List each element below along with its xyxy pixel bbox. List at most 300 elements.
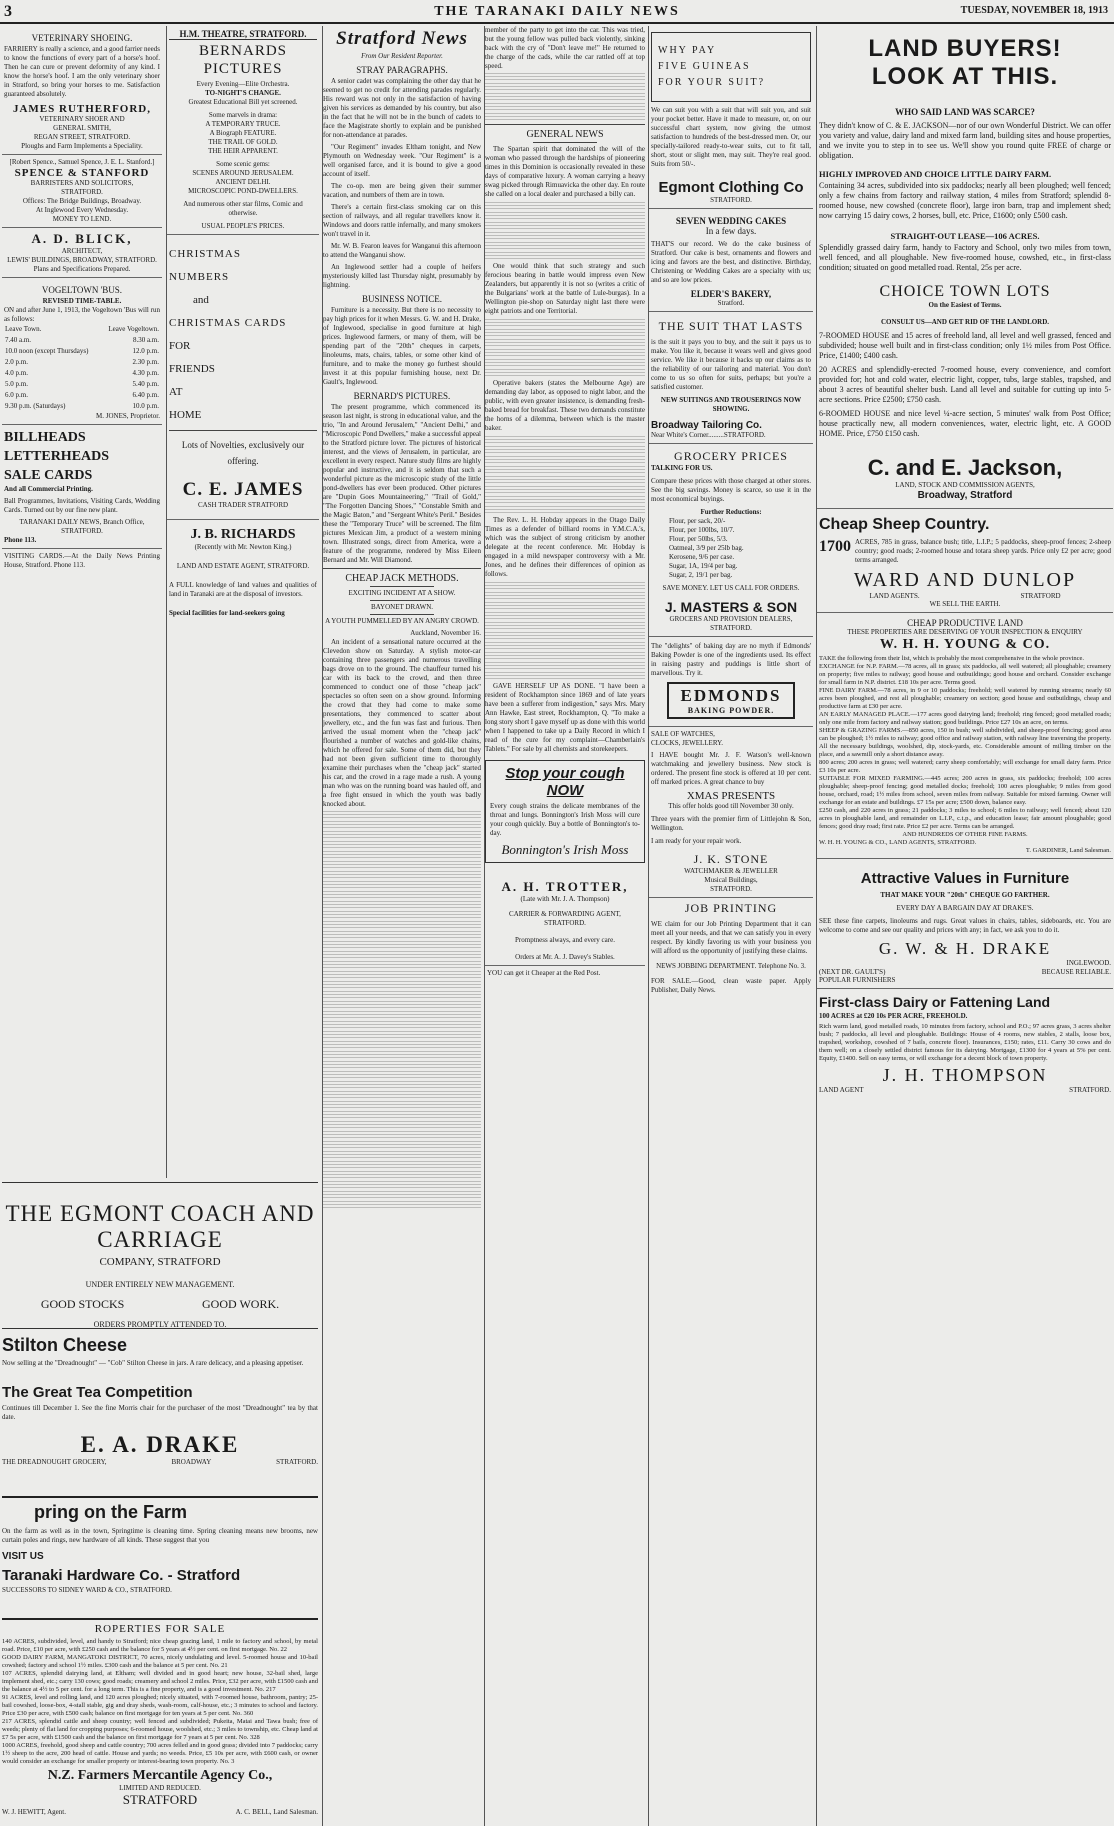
young-more: AND HUNDREDS OF OTHER FINE FARMS. (902, 831, 1028, 838)
xmas-note: This offer holds good till November 30 only. (668, 802, 794, 810)
furn-title: Attractive Values in Furniture (860, 870, 1070, 887)
vogeltown-bus-ad (2, 278, 162, 425)
xmas-line: CHRISTMAS (169, 248, 241, 260)
bus-return: 5.40 p.m. (132, 380, 159, 388)
jackson-sub: LAND, STOCK AND COMMISSION AGENTS, (895, 481, 1035, 489)
agency-staff-row (2, 1808, 318, 1816)
xmas-line: FRIENDS (169, 363, 215, 375)
bus-row (4, 368, 160, 379)
suitings: NEW SUITINGS AND TROUSERINGS NOW SHOWING. (660, 396, 802, 413)
sheep-row (819, 538, 1111, 565)
sheep-acres: 1700 (819, 538, 851, 555)
job-printing-ad (649, 898, 813, 998)
jackson-addr: Broadway, Stratford (917, 490, 1013, 501)
coach-good: GOOD STOCKS (40, 1297, 125, 1311)
thompson-ad (817, 989, 1113, 1097)
richards-agent: LAND AND ESTATE AGENT, STRATFORD. (176, 562, 310, 570)
broadway-sub: Near White's Corner.........STRATFORD. (651, 431, 766, 439)
bus-depart: 7.40 a.m. (5, 336, 32, 344)
bus-col-header: Leave Vogeltown. (108, 325, 159, 333)
bus-row (4, 379, 160, 390)
furn-sub: THAT MAKE YOUR "20th" CHEQUE GO FARTHER. (880, 891, 1050, 899)
property-listing: 1000 ACRES, freehold, good sheep and cattle country; 700 acres felled and in good grass; divided into 7 paddocks; carry 1½ sheep to the acre, 200 head of cattle. House and yards; no weeds. Price, £5 10s per acre, with £600 cash, or owner would consider an exchange for smaller property or interest-bearing town property. No. 3 (2, 1742, 318, 1765)
spence-line: STRATFORD. (61, 188, 103, 196)
news-paragraph: "Our Regiment" invades Eltham tonight, and New Plymouth on Wednesday week. "Our Regiment" is a well organised farce, and it is bound to give a good account of itself. (323, 143, 481, 178)
blick-name: A. D. BLICK, (31, 231, 133, 246)
news-paragraph: A senior cadet was complaining the other day that he seemed to get no credit for attending parades regularly. His reward was not only in the satisfaction of having given his services as demanded by his country, but also in the fact that he will not be in the bunch of cadets to face the Magistrate shortly to explain and be punished for non-attendance at parades. (323, 77, 481, 139)
thompson-sub-row (819, 1086, 1111, 1094)
page-number: 3 (4, 3, 12, 20)
richards-foot: Special facilities for land-seekers going (169, 609, 285, 617)
visiting-cards-ad (2, 549, 162, 573)
agency-staff: W. J. HEWITT, Agent. (2, 1808, 66, 1816)
bus-row (4, 335, 160, 346)
young-item: SUITABLE FOR MIXED FARMING.—445 acres; 200 acres in grass, six paddocks; freehold; 100 acres ploughable; sheep-proof fencing; good metalled docks; freehold; 100 acres ploughable; 9 miles from good house, orchard, road; 1½ miles from school, seven miles from railway. Suitable for mixed farming. Owner will exchange for an estate and buildings. £7 15s per acre; £500 down, balance easy. (819, 775, 1111, 806)
print-body: Ball Programmes, Invitations, Visiting Cards, Wedding Cards. Turned out by our fine new plant. (4, 497, 160, 514)
agency-staff: A. C. BELL, Land Salesman. (235, 1808, 318, 1816)
coach-title: THE EGMONT COACH AND CARRIAGE (5, 1201, 315, 1252)
theatre-more: And numerous other star films, Comic and otherwise. (183, 200, 303, 217)
land-buyers-title: LAND BUYERS! (868, 35, 1062, 62)
scarce-heading: WHO SAID LAND WAS SCARCE? (895, 107, 1035, 117)
dairy-body: Containing 34 acres, subdivided into six paddocks; nearly all been ploughed; well fenced; only a few chains from factory and railway station, 4 miles from Stratford; splendid 8-roomed house, new cowshed (concrete floor), large iron barn, trap and implement shed; now carrying 15 dairy cows, 2 horses, bull, etc. Price, £1600; only £500 cash. (819, 181, 1111, 220)
price-row: Flour, per sack, 20/- (669, 517, 726, 525)
prod-sub: THESE PROPERTIES ARE DESERVING OF YOUR INSPECTION & ENQUIRY (847, 628, 1083, 636)
news-paragraph: GAVE HERSELF UP AS DONE. "I have been a resident of Rockhampton since 1869 and of late years have been a sufferer from indigestion," says Mrs. Mary Ann Hawke, East street, Rockhampton, Q. "To make a long story short I gave myself up as done with this world when I happened to take up a Daily Record in which I read of the cure for my complaint—Chamberlain's Tablets." For sale by all chemists and storekeepers. (485, 682, 645, 753)
news-paragraph: Operative bakers (states the Melbourne Age) are demanding day labor, as opposed to night labor, and the public, with even greater insistence, is demanding fresh-baked bread for breakfast. These two demands constitute the horns of a dilemma, between which is the master baker. (485, 379, 645, 432)
bayonet-heading: BAYONET DRAWN. (370, 603, 434, 611)
ward-name: WARD AND DUNLOP (853, 569, 1077, 591)
drake-sub: THE DREADNOUGHT GROCERY, (2, 1458, 107, 1466)
bus-return: 2.30 p.m. (132, 358, 159, 366)
price-row: Flour, per 100lbs, 10/7. (669, 526, 735, 534)
rutherford-line: REGAN STREET, STRATFORD. (33, 133, 131, 141)
lot-item: 7-ROOMED HOUSE and 15 acres of freehold land, all level and well grassed, fenced and subdivided; house well built and in first-class condition; only 1½ miles from Post Office. Price, £1400; £400 cash. (819, 331, 1111, 360)
job-sale: FOR SALE.—Good, clean waste paper. Apply Publisher, Daily News. (651, 977, 811, 994)
news-paragraph: Mr. W. B. Fearon leaves for Wanganui this afternoon to attend the Wanganui show. (323, 242, 481, 259)
sale-clocks: CLOCKS, JEWELLERY. (651, 739, 724, 747)
edmonds-brand-sub: BAKING POWDER. (687, 706, 775, 715)
ward-dunlop-ad (817, 509, 1113, 613)
property-listing: 140 ACRES, subdivided, level, and handy to Stratford; nice cheap grazing land, 1 mile to factory and school, by metal road. Price, £10 per acre, with £250 cash and the balance for 5 years at 4½ per cent. on first mortgage. No. 22 (2, 1638, 318, 1653)
richards-body: A FULL knowledge of land values and qualities of land in Taranaki are at the disposal of investors. (169, 581, 317, 598)
stilton-body: Now selling at the "Dreadnought" — "Cob" Stilton Cheese in jars. A rare delicacy, and a pleasing appetiser. (2, 1359, 304, 1367)
richards-name: J. B. RICHARDS (190, 527, 296, 542)
scene-title: MICROSCOPIC POND-DWELLERS. (188, 187, 298, 195)
price-row: Sugar, 2, 19/1 per bag. (669, 571, 733, 579)
drake-name: E. A. DRAKE (80, 1432, 240, 1457)
stratford-news-title: Stratford News (336, 28, 468, 49)
young-item: AN EARLY MANAGED PLACE.—177 acres good dairying land; freehold; ring fenced; good metalled roads; only one mile from factory and railway station; good buildings. Price £27 10s an acre, on terms. (819, 711, 1111, 726)
lasts-title: THE SUIT THAT LASTS (658, 319, 804, 333)
bus-return: 12.0 p.m. (132, 347, 159, 355)
young-item: 800 acres; 200 acres in grass; well watered; carry sheep comfortably; will exchange for small dairy farm. Price £3 10s per acre. (819, 759, 1111, 774)
bus-return: 4.30 p.m. (132, 369, 159, 377)
column-1 (2, 26, 162, 1178)
visiting-cards-text: VISITING CARDS.—At the Daily News Printing House, Stratford. Phone 113. (4, 552, 160, 569)
drake-sub: STRATFORD. (276, 1458, 318, 1466)
price-row: Sugar, 1A, 19/4 per bag. (669, 562, 738, 570)
theatre-note: Greatest Educational Bill yet screened. (188, 98, 298, 106)
broadway-name: Broadway Tailoring Co. (651, 420, 762, 431)
thompson-sub: LAND AGENT (819, 1086, 864, 1094)
james-name: C. E. JAMES (182, 479, 304, 500)
drake-furn-because: BECAUSE RELIABLE. (1041, 968, 1111, 976)
ward-motto: WE SELL THE EARTH. (929, 600, 1001, 608)
bus-heading: VOGELTOWN 'BUS. (41, 285, 123, 295)
consult: CONSULT US—AND GET RID OF THE LANDLORD. (880, 318, 1050, 326)
bus-row (4, 390, 160, 401)
film-title: THE HEIR APPARENT. (208, 147, 278, 155)
tea-title: The Great Tea Competition (2, 1384, 193, 1401)
young-foot: T. GARDINER, Land Salesman. (1025, 847, 1111, 854)
xmas-line: FOR (169, 340, 191, 352)
cough-ad (485, 760, 645, 863)
drake-furn-town: INGLEWOOD. (1066, 959, 1111, 967)
props-heading: ROPERTIES FOR SALE (94, 1623, 226, 1635)
agency-sub: LIMITED AND REDUCED. (119, 1784, 201, 1792)
young-item: SHEEP & GRAZING FARMS.—850 acres, 150 in bush; well subdivided, and sheep-proof fencing; good area can be ploughed; 1½ miles to railway; good office and railway station, with railway line traversing the property. All the necessary buildings, woolshed, dip, stock-yards, etc. Considerable amount of milling timber on the place, and a sawmill only a short distance away. (819, 727, 1111, 758)
broadway-tailoring-ad (649, 312, 813, 444)
property-listing: 217 ACRES, splendid cattle and sheep country; well fenced and subdivided; Pukeita, Matai and Tawa bush; free of weeds; plenty of flat land for cropping purposes; 6-roomed house, woolshed, etc.; 3 miles to township, etc. Cheap land at £7 5s per acre, with £1500 cash and the balance on first mortgage for 7 years at 5 per cent. No. 328 (2, 1718, 318, 1741)
price-row: Oatmeal, 3/9 per 25lb bag. (669, 544, 744, 552)
issue-date: TUESDAY, NOVEMBER 18, 1913 (960, 5, 1108, 16)
fatten-title: First-class Dairy or Fattening Land (819, 994, 1051, 1010)
why-pay-box (651, 32, 811, 102)
bus-row (4, 346, 160, 357)
cough-title: Stop your cough NOW (505, 765, 625, 799)
stone-line: WATCHMAKER & JEWELLER (684, 867, 778, 875)
spence-line: Offices: The Bridge Buildings, Broadway. (22, 197, 142, 205)
coach-sub: COMPANY, STRATFORD (99, 1256, 221, 1268)
thompson-name: J. H. THOMPSON (882, 1065, 1048, 1085)
young-item: TAKE the following from their list, which is probably the most comprehensive in the whole province. (819, 655, 1085, 662)
james-sub: CASH TRADER STRATFORD (197, 501, 289, 509)
properties-ad (2, 1618, 318, 1826)
drake-furniture-ad (817, 859, 1113, 989)
scene-title: ANCIENT DELHI. (215, 178, 271, 186)
bus-row (4, 357, 160, 368)
furn-body: SEE these fine carpets, linoleums and rugs. Great values in chairs, tables, sideboards, etc. You are welcome to come and see our quality and prices with any; in fact, we ask you to do it. (819, 917, 1111, 934)
cakes-body: THAT'S our record. We do the cake business of Stratford. Our cake is best, ornaments and flowers and icing and favors are the best, and distinctive. Birthday, Christening or Wedding Cakes are a specialty with us; and so are low prices. (651, 240, 811, 284)
print-line: SALE CARDS (4, 468, 93, 483)
ward-sub: STRATFORD (1020, 592, 1061, 600)
theatre-scenic: Some scenic gems: (216, 160, 270, 168)
cough-body: Every cough strains the delicate membranes of the throat and lungs. Bonnington's Irish Moss will cure your cough quickly. Buy a bottle of Bonnington's to-day. (490, 802, 640, 837)
edmonds-logo (667, 682, 795, 719)
coach-company-ad (2, 1182, 318, 1329)
film-title: A Biograph FEATURE. (209, 129, 277, 137)
stilton-title: Stilton Cheese (2, 1335, 128, 1355)
film-title: A TEMPORARY TRUCE. (205, 120, 281, 128)
news-paragraph: The Spartan spirit that dominated the will of the woman who passed through the hardships of pioneering times in this Dominion is occasionally revealed in these days of comparative luxury. A woman carrying a heavy swag picked through Rimuavicka the other day. En route she called on a local dealer and purchased a billy can. (485, 145, 645, 198)
young-item: EXCHANGE for N.P. FARM.—78 acres, all in grass; six paddocks, all well watered; all ploughable; creamery on property; five miles to railway; good house and outbuildings; good house and orchard. Consider exchange for small farm in N.P. district. £18 10s per acre. Terms good. (819, 663, 1111, 686)
ward-sub-row (819, 592, 1111, 600)
jackson-ad (817, 26, 1113, 509)
bus-timetable (4, 324, 160, 412)
news-paragraph: Furniture is a necessity. But there is no necessity to pay high prices for it when Messrs. G. W. and H. Drake, of Inglewood, specialise in good furniture at high prices. Inglewood farmers, or many of them, will be spending part of the "20th" cheques in carpets, linoleums, mats, chairs, tables, or some other kind of furniture, and to make the money go furthest should invest it at this popular furnishing house, next Dr. Gault's, Inglewood. (323, 306, 481, 386)
bernards-heading: BERNARD'S PICTURES. (353, 391, 451, 401)
news-paragraph: One would think that such strategy and such ferocious bearing in battle would impress even New Zealanders, but apparently it is not so (writes a critic of the Bulgarians' work at the battle of Lule-burgas). In a Wellington pie-shop on Saturday night last there were eight patriots and one Territorial. (485, 262, 645, 315)
masters-name: J. MASTERS & SON (664, 599, 798, 615)
theatre-heading: H.M. THEATRE, STRATFORD. (169, 29, 317, 40)
lease-body: Splendidly grassed dairy farm, handy to Factory and School, only two miles from town, well fenced, and all ploughable. New five-roomed house, cowshed, etc., in first-class condition; situated on good metalled road. Rental, 25s per acre. (819, 243, 1111, 272)
fatten-body: Rich warm land, good metalled roads, 10 minutes from factory, school and P.O.; 97 acres grass, 3 acres shelter bush; 7 paddocks, all level and ploughable. Buildings: House of 4 rooms, new stables, 2 stalls, loose box, trapshed, workshop, cowshed of 7 bails, concrete floor). Insurances, £150; rates, £11. Carry 30 cows and do them well; on a closely settled district famous for its dairying. Mortgage, £1300 for 4 years at 5% per cent. Equity, £1400. Sell on easy terms, or will exchange for a decent block of town property. (819, 1023, 1111, 1062)
job-title: JOB PRINTING (684, 901, 778, 915)
vet-body: FARRIERY is really a science, and a good farrier needs to know the functions of every part of a horse's hoof. Then he can cure or prevent deformity of any kind. I know the horse's hoof. I am the only veterinary shoer in Stratford, so bring your horses to me. Satisfaction guaranteed absolutely. (4, 45, 160, 98)
drake-furn-pop: POPULAR FURNISHERS (819, 976, 896, 984)
masthead (0, 0, 1114, 24)
coach-good: GOOD WORK. (202, 1297, 280, 1311)
bernards-pictures-ad (167, 26, 319, 235)
agency-name: N.Z. Farmers Mercantile Agency Co., (47, 1768, 273, 1783)
trotter-line: STRATFORD. (544, 919, 586, 927)
print-line: BILLHEADS (4, 430, 86, 445)
furn-every: EVERY DAY A BARGAIN DAY AT DRAKE'S. (896, 904, 1034, 912)
hardware-name: Taranaki Hardware Co. - Stratford (2, 1567, 241, 1584)
christmas-numbers-ad (167, 235, 319, 520)
stone-line: Musical Buildings, (704, 876, 758, 884)
stone-line: STRATFORD. (710, 885, 752, 893)
drake-furn-name: G. W. & H. DRAKE (878, 939, 1052, 958)
xmas-line: CHRISTMAS CARDS (169, 317, 287, 329)
young-item: £250 cash, and 220 acres in grass; 21 paddocks; 3 miles to school; 6 miles to railway; well fenced; about 120 acres in ploughable land, and remainder on L.I.P., c.t.p., and education lease; fair amount ploughable; good fences; good dray road; first rate. Price £2 per acre. Terms can be arranged. (819, 807, 1111, 830)
bus-proprietor: M. JONES, Proprietor. (96, 412, 160, 420)
tea-body: Continues till December 1. See the fine Morris chair for the purchaser of the most "Dreadnought" tea by that date. (2, 1404, 318, 1421)
cakes-heading: SEVEN WEDDING CAKES (675, 216, 787, 226)
young-foot: W. H. H. YOUNG & CO., LAND AGENTS, STRATFORD. (819, 839, 977, 846)
business-heading: BUSINESS NOTICE. (361, 294, 442, 304)
lease-heading: STRAIGHT-OUT LEASE—106 ACRES. (890, 231, 1040, 241)
theatre-prices: USUAL PEOPLE'S PRICES. (201, 222, 285, 230)
coach-orders: ORDERS PROMPTLY ATTENDED TO. (93, 1320, 227, 1329)
young-item: FINE DAIRY FARM.—78 acres, in 9 or 10 paddocks; freehold; well watered by running streams; nearly 60 acres been ploughed, and rest all ploughable; creamery on section; good house and outbuildings, cheap and productive farm at £30 per acre. (819, 687, 1111, 710)
spence-line: MONEY TO LEND. (52, 215, 112, 223)
film-title: THE TRAIL OF GOLD. (208, 138, 278, 146)
blick-line: LEWIS' BUILDINGS, BROADWAY, STRATFORD. (7, 256, 157, 264)
red-post-ad (485, 966, 645, 981)
lots-sub: On the Easiest of Terms. (928, 301, 1002, 309)
bus-row (4, 401, 160, 412)
youth-heading: A YOUTH PUMMELLED BY AN ANGRY CROWD. (325, 617, 479, 625)
rutherford-line: GENERAL SMITH, (53, 124, 111, 132)
bus-depart: 2.0 p.m. (5, 358, 28, 366)
spence-name: SPENCE & STANFORD (14, 167, 150, 179)
job-body: WE claim for our Job Printing Department that it can meet all your needs, and that we can satisfy you in every respect. By kindly favoring us with your business you will afford us the opportunity of justifying these claims. (651, 920, 811, 955)
trotter-name: A. H. TROTTER, (501, 879, 629, 894)
reductions-heading: Further Reductions: (700, 508, 762, 516)
rutherford-line: VETERINARY SHOER AND (39, 115, 125, 123)
print-office: TARANAKI DAILY NEWS, Branch Office, STRATFORD. (19, 518, 145, 535)
spence-line: BARRISTERS AND SOLICITORS, (30, 179, 134, 187)
grocery-body: Compare these prices with those charged at other stores. See the big savings. Money is scarce, so use it in the most economical buyings. (651, 477, 811, 503)
byline: From Our Resident Reporter. (361, 52, 443, 60)
egmont-town: STRATFORD. (710, 196, 752, 204)
spring-body: On the farm as well as in the town, Springtime is cleaning time. Spring cleaning means new brooms, new curtain poles and rings, new hardware of all kinds. These suggest that you (2, 1527, 318, 1544)
coach-good-row (2, 1297, 318, 1312)
why-line: WHY PAY (658, 45, 717, 56)
bus-return: 6.40 p.m. (132, 391, 159, 399)
fatten-heading: 100 ACRES at £20 10s PER ACRE, FREEHOLD. (819, 1012, 968, 1020)
trotter-sub: (Late with Mr. J. A. Thompson) (520, 895, 610, 903)
drake-furn-next: (NEXT DR. GAULT'S) (819, 968, 886, 976)
sheep-title: Cheap Sheep Country. (819, 516, 990, 533)
stray-heading: STRAY PARAGRAPHS. (356, 65, 448, 75)
grocery-sub: TALKING FOR US. (651, 464, 713, 472)
column-2 (166, 26, 319, 1178)
news-paragraph: member of the party to get into the car. This was tried, but the young fellow was pulled back violently, sinking back with the cry of "Don't leave me!" He returned to the charge of the cads, while the car rattled off at top speed. (485, 26, 645, 70)
news-paragraph: There's a certain first-class smoking car on this section of railways, and all regular travellers know it. Windows and doors rattle infernally, and many smokers won't travel in it. (323, 203, 481, 238)
watson-body: I HAVE bought Mr. J. F. Watson's well-known watchmaking and jewellery business. New stock is ordered. The present fine stock is offered at 10 per cent. off marked prices. A great chance to buy (651, 751, 811, 786)
lot-item: 6-ROOMED HOUSE and nice level ¼-acre section, 5 minutes' walk from Post Office; house practically new, all modern conveniences, water, electric light, etc. A GOOD HOME. Price, £750 £150 cash. (819, 409, 1111, 438)
bus-depart: 6.0 p.m. (5, 391, 28, 399)
bus-return: 8.30 a.m. (132, 336, 159, 344)
news-paragraph: The co-op. men are being given their summer vacation, and numbers of them are in town. (323, 182, 481, 199)
lot-item: 20 ACRES and splendidly-erected 7-roomed house, every convenience, and comfort provided for; hot and cold water, electric light, copper, tubs, large stables, trapshed, and about 3 acres of beautiful shelter bush. Land all level and suitable for cutting up into 5-acre sections. Price £2500; £750 cash. (819, 365, 1111, 404)
trotter-body: Promptness always, and every care. (515, 936, 615, 944)
dairy-heading: HIGHLY IMPROVED AND CHOICE LITTLE DAIRY FARM. (819, 169, 1052, 179)
grocery-title: GROCERY PRICES (674, 449, 788, 463)
blick-line: Plans and Specifications Prepared. (33, 265, 131, 273)
trotter-line: CARRIER & FORWARDING AGENT, (509, 910, 621, 918)
cheap-jack-heading: CHEAP JACK METHODS. (345, 573, 459, 584)
masters-grocery-ad (649, 444, 813, 637)
young-name: W. H. H. YOUNG & CO. (879, 637, 1051, 652)
theatre-marvels: Some marvels in drama: (208, 111, 278, 119)
stone-experience: Three years with the premier firm of Littlejohn & Son, Wellington. (651, 815, 811, 832)
column-6 (816, 26, 1113, 1826)
thompson-sub: STRATFORD. (1069, 1086, 1111, 1094)
xmas-foot: Lots of Novelties, exclusively our offering. (181, 440, 305, 466)
drake-furn-row (819, 968, 1111, 976)
edmonds-body: The "delights" of baking day are no myth if Edmonds' Baking Powder is one of the ingredients used. Its effect in raising pastry and puddings is little short of marvellous. Try it. (651, 642, 811, 677)
vet-shoeing-ad (2, 26, 162, 155)
hardware-ad (2, 1496, 318, 1616)
hardware-sub: SUCCESSORS TO SIDNEY WARD & CO., STRATFORD. (2, 1586, 172, 1594)
elder-town: Stratford. (717, 299, 745, 307)
jackson-name: C. and E. Jackson, (867, 455, 1063, 480)
bus-col-header: Leave Town. (5, 325, 42, 333)
sheep-body: ACRES, 785 in grass, balance bush; title, L.I.P.; 5 paddocks, sheep-proof fences; 2-sheep country; good roads; 2-roomed house and totara sheep yards. Price only £2 per acre; good terms arranged. (855, 538, 1111, 564)
bus-depart: 9.30 p.m. (Saturdays) (5, 402, 66, 410)
price-row: Kerosene, 9/6 per case. (669, 553, 735, 561)
print-phone: Phone 113. (4, 536, 37, 544)
elder-name: ELDER'S BAKERY, (690, 289, 772, 299)
bus-return: 10.0 p.m. (132, 402, 159, 410)
spence-stanford-ad (2, 155, 162, 228)
price-row: Flour, per 50lbs, 5/3. (669, 535, 728, 543)
why-line: FIVE GUINEAS (658, 61, 751, 72)
red-post-text: YOU can get it Cheaper at the Red Post. (487, 969, 601, 977)
print-sub: And all Commercial Printing. (4, 485, 93, 493)
bus-depart: 4.0 p.m. (5, 369, 28, 377)
newspaper-title: THE TARANAKI DAILY NEWS (434, 4, 680, 19)
news-paragraph: An Inglewood settler had a couple of heifers mysteriously killed last Thursday night, presumably by lightning. (323, 263, 481, 289)
news-paragraph: The Rev. L. H. Hobday appears in the Otago Daily Times as a defender of billiard rooms in Y.M.C.A.'s, which was the subject of strong criticism by another delegate at the recent conference. Mr. Hobday is engaged in a mild newspaper controversy with a Mr. Jones, and he defines their differences of opinion as follows. (485, 516, 645, 578)
news-paragraph: The present programme, which commenced its season last night, is strong in educational value, and the trio, "In and Around Jerusalem," "Ancient Delhi," and "Microscopic Pond Dwellers," make a successful appeal to the Stratford picture lover. The pictures of historical interest, and the views of Jerusalem, in particular, are excellent in every respect. Nature study films are highly popular and instructive, and it is seldom that such a wonderful picture as the microscopic study of the little pond-dwellers has ever been produced. Other pictures are "Dupin Goes Mountaineering," "Trail of Gold," "The Forgotten Dancing Shoes," "Constable Smith and the Magic Baton," and "Sergeant White's Peril." Besides these the "Temporary Truce" will be screened. The film pictures Mexican Jim, a product of a western mining town. Illustrated songs, direct from America, were a feature of the programme, rendered by Miss Eileen Bernard and Mr. Will Diamond. (323, 403, 481, 564)
bus-body: ON and after June 1, 1913, the Vogeltown 'Bus will run as follows: (4, 306, 160, 323)
xmas-line: AT (169, 386, 183, 398)
edmonds-ad (649, 637, 813, 727)
ward-sub: LAND AGENTS. (869, 592, 920, 600)
column-3 (322, 26, 481, 1826)
stone-ready: I am ready for your repair work. (651, 837, 742, 845)
stone-jeweller-ad (649, 727, 813, 898)
richards-ad (167, 520, 319, 621)
print-line: LETTERHEADS (4, 449, 110, 464)
drake-sub: BROADWAY (171, 1458, 212, 1466)
general-news-heading: GENERAL NEWS (526, 129, 604, 140)
theatre-subline: Every Evening—Elite Orchestra. (196, 80, 290, 88)
egmont-name: Egmont Clothing Co (658, 179, 804, 196)
xmas-line: HOME (169, 409, 202, 421)
masters-sub: GROCERS AND PROVISION DEALERS, STRATFORD. (669, 615, 793, 632)
news-paragraph: An incident of a sensational nature occurred at the Clevedon show on Saturday. A stylish motor-car containing three passengers and numerous travelling bags drove on to the ground. The chauffeur turned his car with its back to the crowd, and then three commenced to conduct one of those "cheap jack" spectacles so often seen on a show ground. Informing the crowd that they had come to make some presentations, they commenced to scatter about jewellery, etc., and the fun was fast and furious. Then arrived the usual moment when the "cheap jack" flourished a number of watches and gold-like chains, which he offered for sale. Some of them did, but they had not been given sufficient time to thoroughly examine their purchases when the "cheap jack" started his car, and the crowd in a rage made a rush. A young man who was on the running board was hauled off, and a free fight ensued in which the youth was badly knocked about. (323, 638, 481, 808)
land-buyers-title2: LOOK AT THIS. (871, 63, 1059, 90)
xmas-presents: XMAS PRESENTS (686, 790, 776, 802)
edmonds-brand: EDMONDS (680, 686, 782, 705)
cough-brand: Bonnington's Irish Moss (501, 842, 629, 857)
spring-title: pring on the Farm (34, 1502, 187, 1522)
property-listing: 91 ACRES, level and rolling land, and 120 acres ploughed; nicely situated, with 7-roomed house, bathroom, pantry; 25-bail cowshed, loose-box, 4-stall stable, gig and dray sheds, wash-room, calf-house, etc.; 3 minutes to school and factory. Price £30 per acre, with £500 cash; balance on first mortgage for ten years at 5 per cent. No. 360 (2, 1694, 318, 1717)
blick-line: ARCHITECT, (61, 247, 103, 255)
cheap-jack-sub: EXCITING INCIDENT AT A SHOW. (348, 589, 456, 597)
drake-sub-row (2, 1458, 318, 1466)
vet-heading: VETERINARY SHOEING. (31, 33, 133, 43)
dateline: Auckland, November 16. (410, 629, 481, 637)
spence-line: At Inglewood Every Wednesday. (35, 206, 129, 214)
scarce-body: They didn't know of C. & E. JACKSON—nor of our own Wonderful District. We can offer you variety and value, dairy land and mixed farm land, building sites and house properties, and we invite you to step in to see us. We'll show you round quite FREE of charge or obligation. (819, 121, 1111, 160)
stone-name: J. K. STONE (693, 852, 769, 866)
spence-intro: [Robert Spence., Samuel Spence, J. E. L. Stanford.] (9, 158, 155, 166)
xmas-line: NUMBERS (169, 271, 230, 283)
theatre-change: TO-NIGHT'S CHANGE. (205, 89, 281, 97)
property-listing: 107 ACRES, splendid dairying land, at Eltham; well divided and in good heart; new house, 32-bail shed, large implement shed, etc.; carry 130 cows; good roads; creamery and school 2 miles. Price, £32 per acre, with £1500 cash and the balance at 4½ to 5 per cent. for a long term. This is a fine property, and is a good investment. No. 217 (2, 1670, 318, 1693)
bus-depart: 5.0 p.m. (5, 380, 28, 388)
property-listing: GOOD DAIRY FARM, MANGATOKI DISTRICT, 70 acres, nicely undulating and level. 5-roomed house and 10-bail cowshed; factory and school 1½ miles. £300 cash and the balance at 5 per cent. No. 21 (2, 1654, 318, 1669)
theatre-name: BERNARDS PICTURES (198, 43, 288, 77)
suit-body: We can suit you with a suit that will suit you, and suit your pocket better. Have it made to measure, or, on our successful chart system, now giving the utmost satisfaction to hundreds of the best-dressed men. Or, our specially-tailored ready-to-wear suits, cut to fit tall, short, stout or slight men, may suit. They're real good. Suits from 50/-. (651, 106, 811, 168)
young-co-ad (817, 613, 1113, 859)
trotter-ad (485, 866, 645, 966)
printing-ad (2, 425, 162, 549)
job-dept: NEWS JOBBING DEPARTMENT. Telephone No. 3. (656, 962, 806, 970)
rutherford-line: Ploughs and Farm Implements a Speciality. (21, 142, 143, 150)
agency-town: STRATFORD (122, 1792, 198, 1807)
scene-title: SCENES AROUND JERUSALEM. (192, 169, 294, 177)
column-5 (648, 26, 813, 1826)
xmas-line: and (193, 294, 209, 306)
sale-watches: SALE OF WATCHES, (651, 730, 715, 738)
lasts-body: is the suit it pays you to buy, and the suit it pays us to make. You like it, because it wears well and gives good service. We like it because it backs up our claims as to the reliability of our tailoring and material. You don't come to us so often for suits, perhaps; but you're a satisfied customer. (651, 338, 811, 391)
lots-title: CHOICE TOWN LOTS (879, 283, 1051, 300)
rutherford-name: JAMES RUTHERFORD, (12, 103, 151, 115)
prod-heading: CHEAP PRODUCTIVE LAND (907, 618, 1023, 628)
column-4 (484, 26, 645, 1826)
blick-ad (2, 228, 162, 278)
spring-visit: VISIT US (2, 1551, 44, 1562)
save-money: SAVE MONEY. LET US CALL FOR ORDERS. (662, 584, 800, 592)
coach-mgmt: UNDER ENTIRELY NEW MANAGEMENT. (85, 1280, 235, 1289)
egmont-clothing-ad (649, 26, 813, 209)
richards-sub: (Recently with Mr. Newton King.) (194, 543, 292, 551)
elders-bakery-ad (649, 209, 813, 312)
bus-subheading: REVISED TIME-TABLE. (42, 297, 122, 305)
bus-depart: 10.0 noon (except Thursdays) (5, 347, 89, 355)
trotter-orders: Orders at Mr. A. J. Davey's Stables. (515, 953, 615, 961)
cakes-sub: In a few days. (705, 226, 757, 236)
why-line: FOR YOUR SUIT? (658, 77, 766, 88)
